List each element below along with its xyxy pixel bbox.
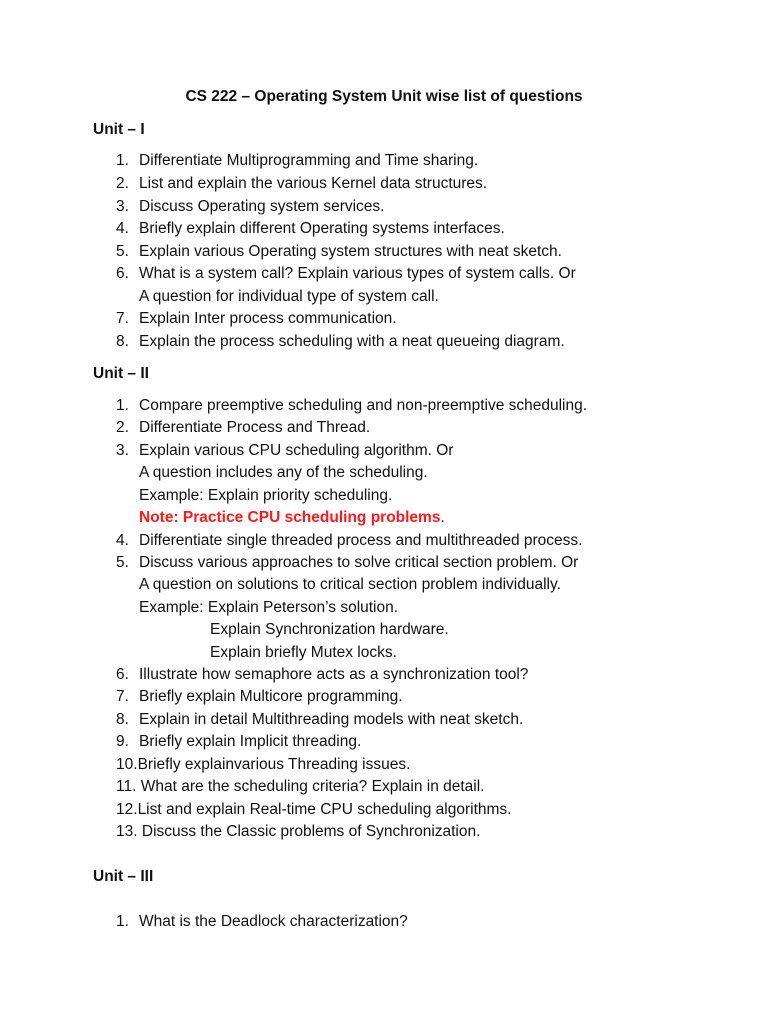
item-number: 2.	[116, 419, 129, 436]
item-number: 7.	[116, 688, 129, 705]
item-number: 6.	[116, 265, 129, 282]
list-item	[116, 777, 484, 797]
item-continuation: A question for individual type of system call.	[139, 288, 439, 305]
item-text: What are the scheduling criteria? Explain in detail.	[136, 778, 485, 795]
item-text: Discuss Operating system services.	[139, 198, 385, 215]
item-number: 10.	[116, 756, 138, 773]
item-text: List and explain Real-time CPU scheduling algorithms.	[137, 801, 512, 818]
item-text: Explain various Operating system structures with neat sketch.	[139, 243, 562, 260]
item-text: Compare preemptive scheduling and non-preemptive scheduling.	[139, 397, 588, 414]
item-continuation: Explain briefly Mutex locks.	[210, 644, 397, 661]
item-number: 1.	[116, 152, 129, 169]
item-number: 3.	[116, 442, 129, 459]
item-continuation: A question includes any of the scheduling.	[139, 464, 428, 481]
item-text: List and explain the various Kernel data structures.	[139, 175, 488, 192]
item-text: Discuss various approaches to solve critical section problem. Or	[139, 554, 579, 571]
item-continuation: Example: Explain priority scheduling.	[139, 487, 393, 504]
item-text: What is the Deadlock characterization?	[139, 913, 408, 930]
item-number: 1.	[116, 397, 129, 414]
unit-1-heading: Unit – I	[93, 121, 145, 138]
item-number: 11.	[116, 778, 137, 795]
item-continuation: A question on solutions to critical section problem individually.	[139, 576, 561, 593]
item-continuation: Explain Synchronization hardware.	[210, 621, 449, 638]
item-continuation: Example: Explain Peterson’s solution.	[139, 599, 399, 616]
item-number: 5.	[116, 243, 129, 260]
practice-note-text: Note: Practice CPU scheduling problems	[139, 509, 441, 526]
item-text: Briefly explain Implicit threading.	[139, 733, 362, 750]
item-text: Explain in detail Multithreading models with neat sketch.	[139, 711, 524, 728]
item-text: Differentiate Process and Thread.	[139, 419, 371, 436]
item-text: Illustrate how semaphore acts as a synchronization tool?	[139, 666, 529, 683]
item-text: Briefly explain Multicore programming.	[139, 688, 403, 705]
item-number: 7.	[116, 310, 129, 327]
item-number: 6.	[116, 666, 129, 683]
item-text: Briefly explain different Operating systems interfaces.	[139, 220, 505, 237]
item-number: 8.	[116, 333, 129, 350]
item-text: Differentiate single threaded process and multithreaded process.	[139, 532, 583, 549]
practice-note	[139, 508, 445, 528]
item-number: 9.	[116, 733, 129, 750]
item-text: Discuss the Classic problems of Synchronization.	[137, 823, 481, 840]
item-text: Briefly explainvarious Threading issues.	[137, 756, 411, 773]
unit-3-heading: Unit – III	[93, 868, 154, 885]
item-number: 2.	[116, 175, 129, 192]
practice-note-period: .	[440, 509, 445, 526]
item-number: 1.	[116, 913, 129, 930]
item-number: 4.	[116, 220, 129, 237]
item-number: 12.	[116, 801, 138, 818]
unit-2-heading: Unit – II	[93, 365, 149, 382]
item-number: 5.	[116, 554, 129, 571]
list-item	[116, 755, 410, 775]
item-text: What is a system call? Explain various types of system calls. Or	[139, 265, 576, 282]
item-text: Explain the process scheduling with a neat queueing diagram.	[139, 333, 565, 350]
item-number: 13.	[116, 823, 138, 840]
list-item	[116, 800, 511, 820]
item-text: Differentiate Multiprogramming and Time sharing.	[139, 152, 479, 169]
item-number: 3.	[116, 198, 129, 215]
item-text: Explain various CPU scheduling algorithm. Or	[139, 442, 454, 459]
document-title: CS 222 – Operating System Unit wise list of questions	[185, 88, 583, 105]
item-text: Explain Inter process communication.	[139, 310, 397, 327]
item-number: 8.	[116, 711, 129, 728]
item-number: 4.	[116, 532, 129, 549]
list-item	[116, 822, 480, 842]
